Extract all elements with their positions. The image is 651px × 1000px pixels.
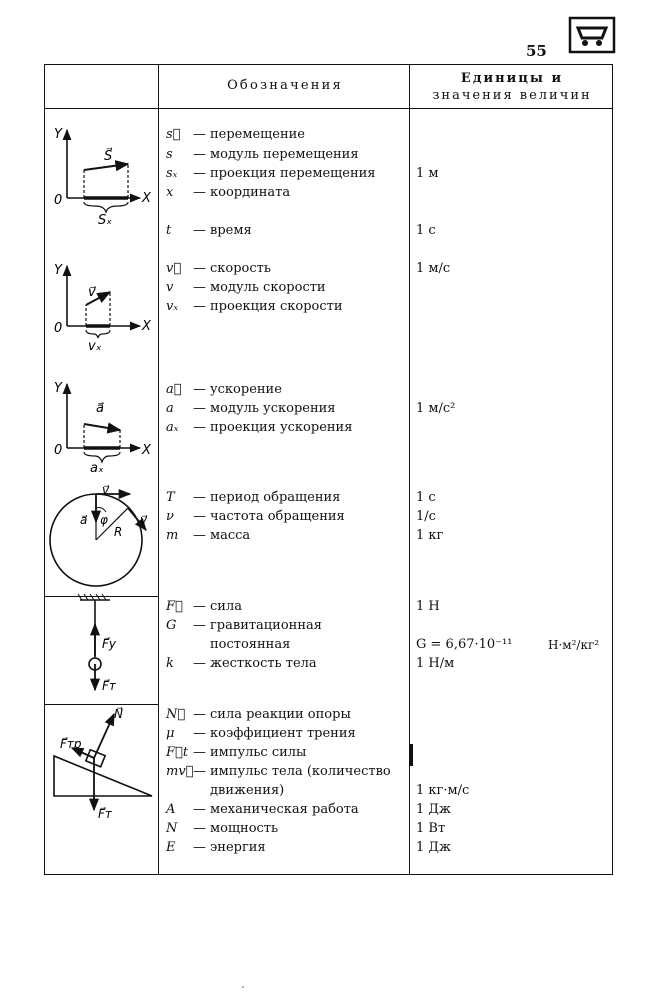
dash: — [193, 821, 206, 836]
vector-label: S⃗ [104, 149, 113, 164]
axis-x-label: X [142, 443, 151, 458]
symbol: s [166, 147, 173, 162]
section-badge-icon [568, 16, 616, 54]
symbol: N⃗ [166, 707, 186, 722]
description: механическая работа [210, 802, 359, 817]
friction-force-label: F⃗тр [60, 737, 82, 751]
symbol: mv⃗ [166, 764, 194, 779]
velocity-diagram [50, 258, 156, 358]
unit-value: 1 м/с [416, 261, 451, 276]
description: коэффициент трения [210, 726, 356, 741]
gravity-force-label: F⃗т [98, 807, 112, 821]
dash: — [193, 261, 206, 276]
projection-label: aₓ [90, 461, 104, 476]
description: сила реакции опоры [210, 707, 351, 722]
dash: — [193, 147, 206, 162]
description: частота обращения [210, 509, 345, 524]
acceleration-label: a⃗ [80, 513, 88, 527]
vector-label: a⃗ [96, 401, 104, 416]
circular-motion-diagram [46, 478, 158, 596]
description: проекция ускорения [210, 420, 353, 435]
dash: — [193, 420, 206, 435]
header-units-line1: Единицы и [460, 71, 564, 86]
description-continued: постоянная [210, 637, 291, 652]
dash: — [193, 726, 206, 741]
symbol: v [166, 280, 174, 295]
description: проекция скорости [210, 299, 343, 314]
header-divider [44, 108, 613, 109]
dash: — [193, 490, 206, 505]
unit-value: 1/с [416, 509, 436, 524]
column-divider-left [158, 64, 159, 875]
symbol: a⃗ [166, 382, 182, 397]
description: масса [210, 528, 251, 543]
velocity-top-label: v⃗ [102, 483, 110, 497]
page-number: 55 [526, 42, 547, 60]
dash: — [193, 223, 206, 238]
axis-x-label: X [142, 191, 151, 206]
unit-value: 1 Дж [416, 802, 451, 817]
description: жесткость тела [210, 656, 317, 671]
dash: — [193, 656, 206, 671]
unit-value: 1 кг·м/с [416, 783, 470, 798]
unit-value: 1 м [416, 166, 439, 181]
margin-marker [409, 744, 413, 766]
symbol: A [166, 802, 176, 817]
header-designations: Обозначения [227, 78, 343, 93]
description: модуль ускорения [210, 401, 336, 416]
symbol: G [166, 618, 177, 633]
header-units-line2: значения величин [432, 88, 592, 103]
projection-label: vₓ [88, 339, 102, 354]
symbol: F⃗t [166, 745, 189, 760]
description: импульс тела (количество [210, 764, 391, 779]
unit-value: 1 Дж [416, 840, 451, 855]
dash: — [193, 745, 206, 760]
description: скорость [210, 261, 271, 276]
symbol: x [166, 185, 174, 200]
unit-value: 1 с [416, 490, 436, 505]
symbol: a [166, 401, 174, 416]
description: координата [210, 185, 291, 200]
symbol: s⃗ [166, 127, 181, 142]
description: проекция перемещения [210, 166, 376, 181]
dash: — [193, 707, 206, 722]
dash: — [193, 401, 206, 416]
description: энергия [210, 840, 266, 855]
symbol: aₓ [166, 420, 179, 435]
angle-label: φ [100, 513, 108, 527]
dash: — [193, 185, 206, 200]
unit-value: 1 Н/м [416, 656, 455, 671]
radius-label: R [114, 525, 123, 539]
axis-y-label: Y [54, 381, 62, 396]
dash: — [193, 764, 206, 779]
axis-y-label: Y [54, 127, 62, 142]
unit-value: 1 с [416, 223, 436, 238]
unit-value: 1 м/с² [416, 401, 456, 416]
symbol: F⃗ [166, 599, 183, 614]
description: гравитационная [210, 618, 322, 633]
dash: — [193, 382, 206, 397]
description: модуль скорости [210, 280, 326, 295]
description: ускорение [210, 382, 282, 397]
description: период обращения [210, 490, 341, 505]
dash: — [193, 299, 206, 314]
origin-label: 0 [54, 321, 63, 336]
symbol: t [166, 223, 172, 238]
dash: — [193, 509, 206, 524]
dash: — [193, 127, 206, 142]
symbol: ν [166, 509, 174, 524]
gravity-force-label: F⃗т [102, 679, 116, 693]
symbol: N [166, 821, 178, 836]
description: мощность [210, 821, 279, 836]
axis-x-label: X [142, 319, 151, 334]
description: сила [210, 599, 242, 614]
origin-label: 0 [54, 193, 63, 208]
description: модуль перемещения [210, 147, 359, 162]
incline-diagram [48, 704, 158, 828]
normal-force-label: N⃗ [114, 707, 123, 721]
description: импульс силы [210, 745, 307, 760]
description-continued: движения) [210, 783, 285, 798]
unit-value: G = 6,67·10⁻¹¹ [416, 637, 513, 652]
displacement-diagram [50, 120, 156, 230]
dash: — [193, 618, 206, 633]
acceleration-diagram [50, 378, 156, 478]
unit-value: 1 Вт [416, 821, 446, 836]
dash: — [193, 166, 206, 181]
symbol: vₓ [166, 299, 178, 314]
axis-y-label: Y [54, 263, 62, 278]
symbol: k [166, 656, 174, 671]
symbol: μ [166, 726, 175, 741]
spring-force-label: F⃗y [102, 637, 117, 651]
symbol: m [166, 528, 179, 543]
symbol: E [166, 840, 176, 855]
symbol: sₓ [166, 166, 178, 181]
description: время [210, 223, 252, 238]
dash: — [193, 802, 206, 817]
symbol: T [166, 490, 175, 505]
dash: — [193, 528, 206, 543]
header-units [410, 70, 614, 104]
dash: — [193, 599, 206, 614]
velocity-right-label: v⃗ [140, 513, 148, 527]
description: перемещение [210, 127, 305, 142]
dash: — [193, 280, 206, 295]
origin-label: 0 [54, 443, 63, 458]
spring-diagram [62, 594, 152, 702]
unit-secondary: Н·м²/кг² [548, 638, 600, 652]
vector-label: v⃗ [88, 285, 96, 300]
unit-value: 1 кг [416, 528, 444, 543]
dash: — [193, 840, 206, 855]
unit-value: 1 Н [416, 599, 440, 614]
symbol: v⃗ [166, 261, 182, 276]
projection-label: Sₓ [98, 213, 113, 228]
speck [242, 986, 244, 988]
